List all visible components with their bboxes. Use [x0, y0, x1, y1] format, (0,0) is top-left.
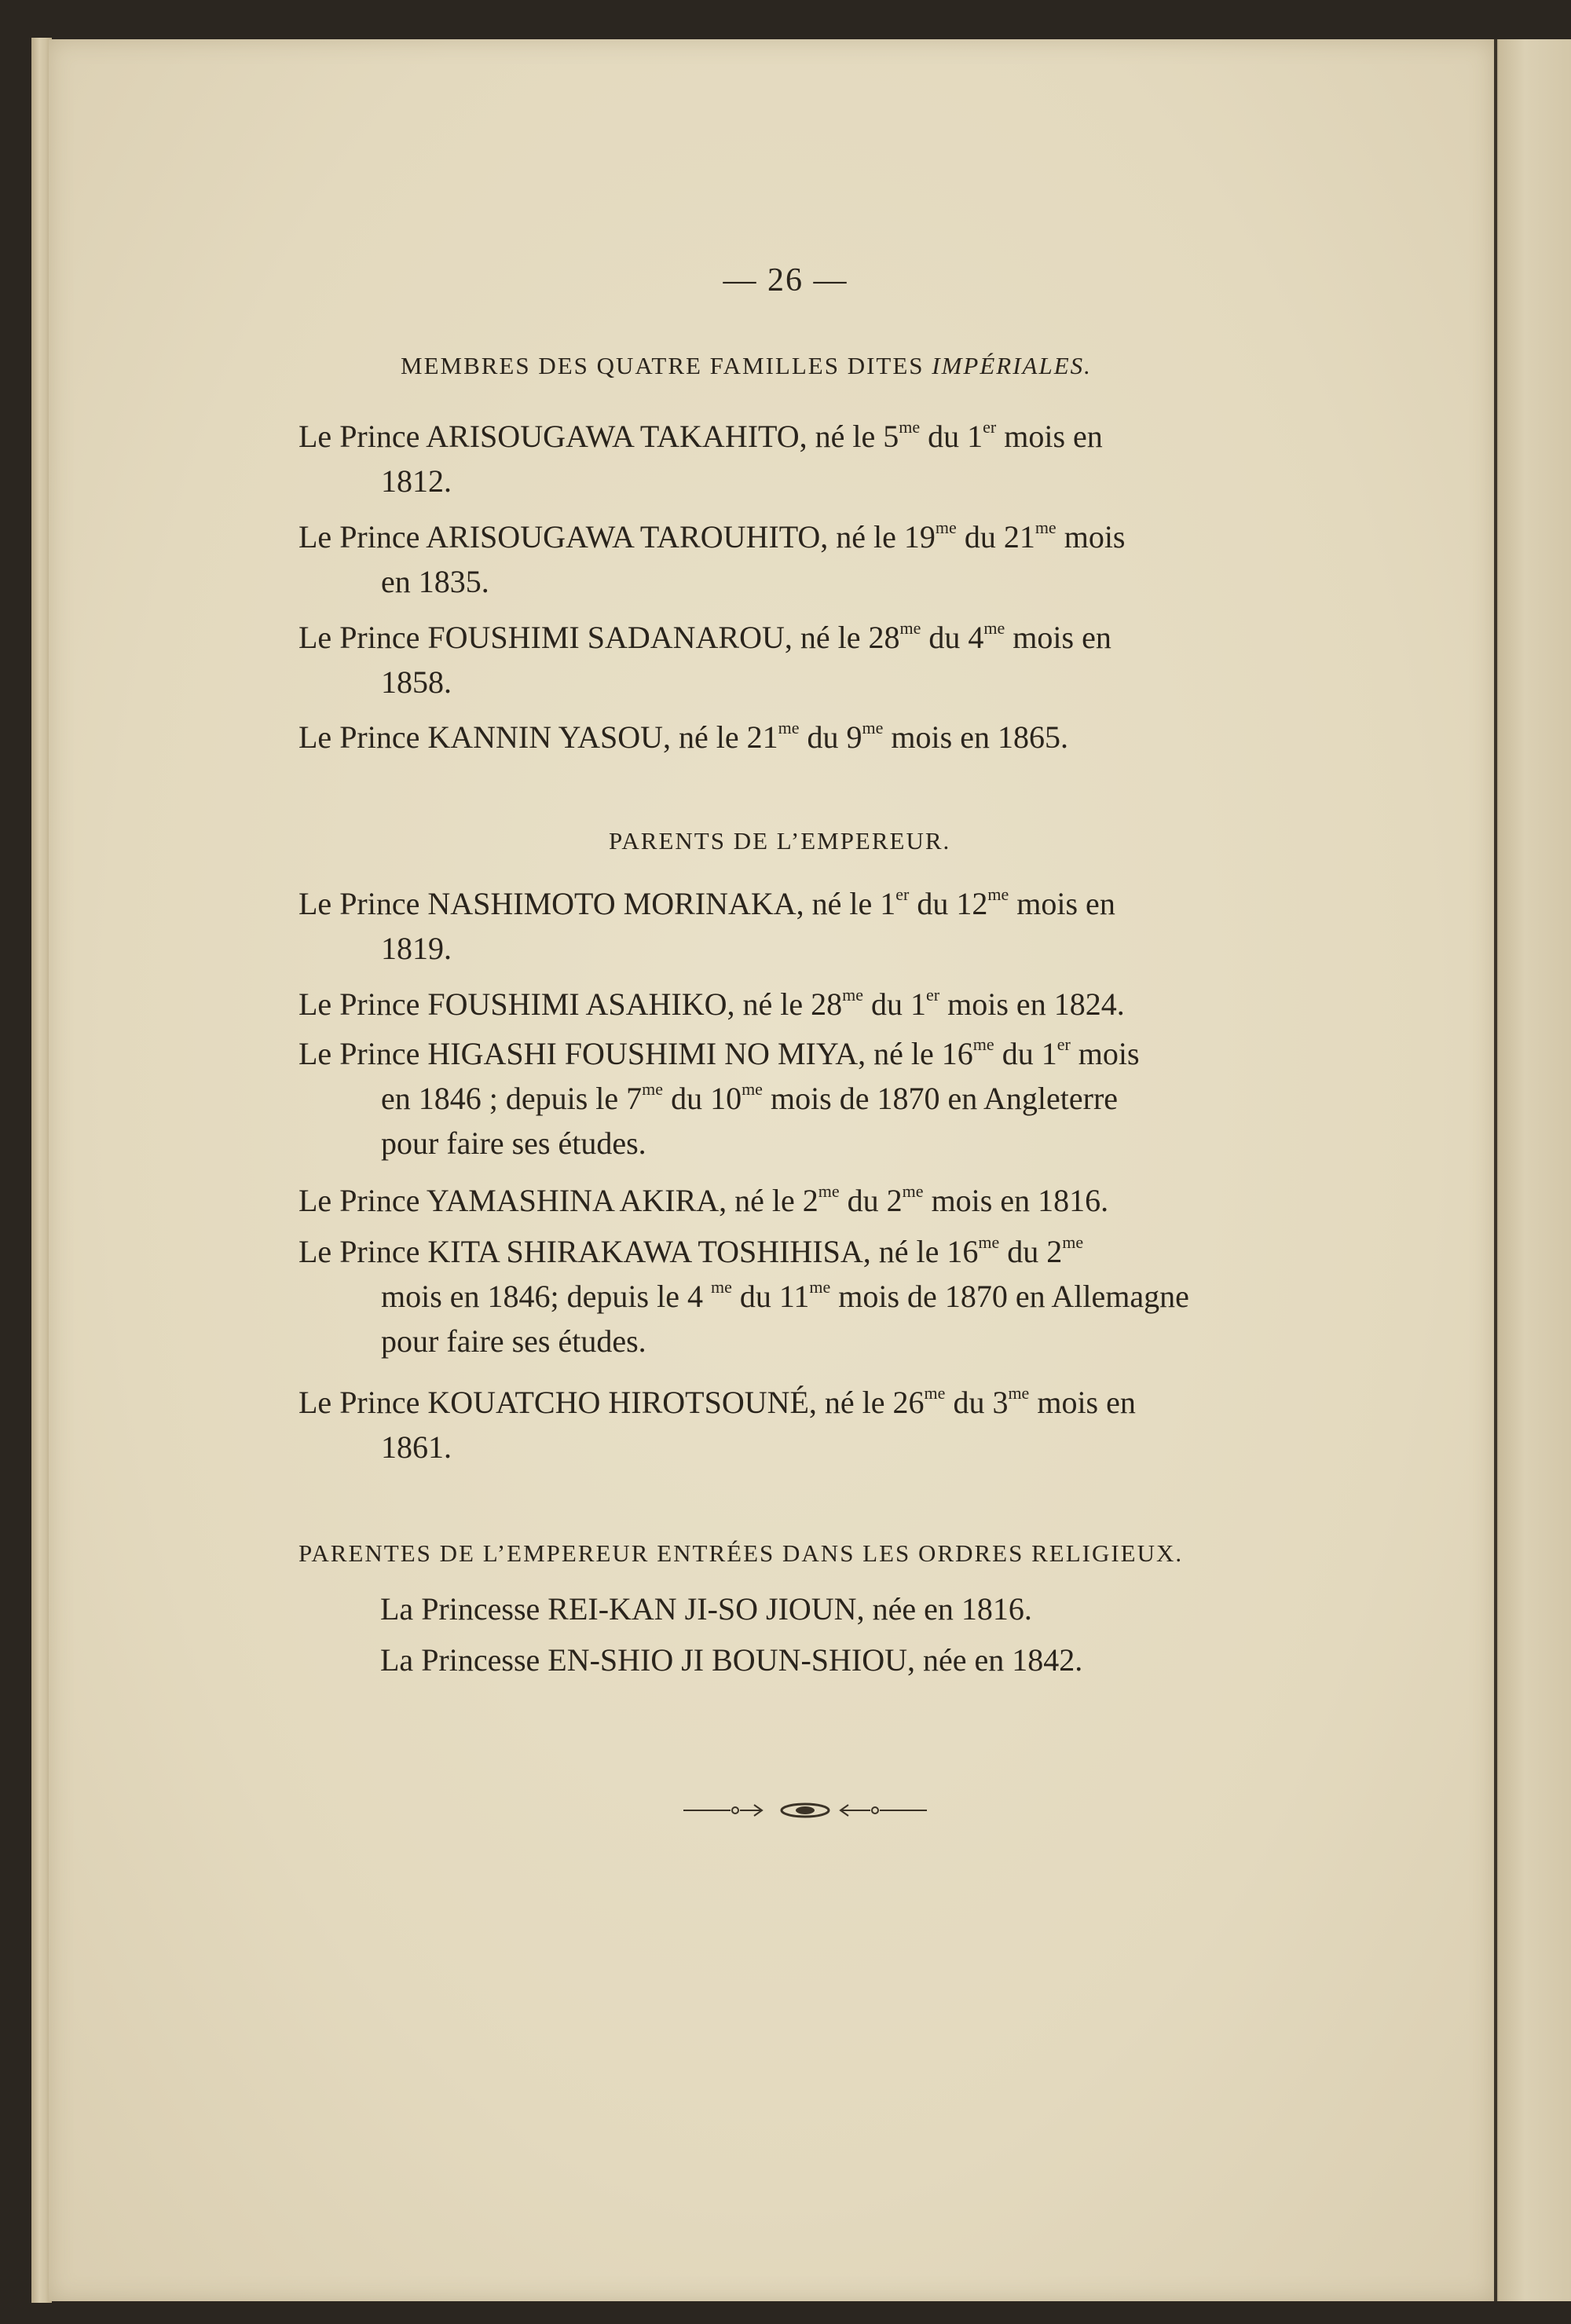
- entry-higashi-foushimi-no-miya: Le Prince HIGASHI FOUSHIMI NO MIYA, né le $16^{me}$ du 1er mois en 1846 ; depuis le $7^{me}$ du $10^{me}$ mois de 1870 en Angleterre pour faire ses études.: [298, 1034, 1140, 1161]
- entry-foushimi-asahiko: Le Prince FOUSHIMI ASAHIKO, né le $28^{me}$ du 1er mois en 1824.: [298, 985, 1125, 1022]
- entry-en-shio-ji-boun-shiou: La Princesse EN-SHIO JI BOUN-SHIOU, née en 1842.: [380, 1642, 1083, 1678]
- heading-text: MEMBRES DES QUATRE FAMILLES DITES: [401, 352, 932, 379]
- entry-arisougawa-tarouhito: Le Prince ARISOUGAWA TAROUHITO, né le $19^{me}$ du $21^{me}$ mois en 1835.: [298, 518, 1126, 599]
- section-heading-imperial-families: [401, 352, 1092, 380]
- entry-rei-kan-ji-so-jioun: La Princesse REI-KAN JI-SO JIOUN, née en 1816.: [380, 1591, 1032, 1627]
- entry-foushimi-sadanarou: Le Prince FOUSHIMI SADANAROU, né le $28^{me}$ du $4^{me}$ mois en 1858.: [298, 618, 1111, 700]
- entry-kannin-yasou: Le Prince KANNIN YASOU, né le $21^{me}$ du $9^{me}$ mois en 1865.: [298, 718, 1068, 755]
- heading-italic: IMPÉRIALES.: [932, 352, 1092, 379]
- entry-kita-shirakawa-toshihisa: Le Prince KITA SHIRAKAWA TOSHIHISA, né le $16^{me}$ du $2^{me}$ mois en 1846; depuis le 4 $^{me}$ du $11^{me}$ mois de 1870 en Allemagne pour faire ses études.: [298, 1232, 1189, 1359]
- page-number: — 26 —: [723, 262, 848, 298]
- section-heading-religious-orders: PARENTES DE L’EMPEREUR ENTRÉES DANS LES ORDRES RELIGIEUX.: [298, 1539, 1184, 1567]
- entry-arisougawa-takahito: Le Prince ARISOUGAWA TAKAHITO, né le $5^{me}$ du 1er mois en 1812.: [298, 417, 1103, 499]
- entry-nashimoto-morinaka: Le Prince NASHIMOTO MORINAKA, né le 1er du $12^{me}$ mois en 1819.: [298, 884, 1115, 966]
- adjacent-page: [1494, 39, 1571, 2301]
- entry-yamashina-akira: Le Prince YAMASHINA AKIRA, né le $2^{me}$ du $2^{me}$ mois en 1816.: [298, 1181, 1109, 1218]
- section-heading-parents: PARENTS DE L’EMPEREUR.: [609, 827, 951, 855]
- page-fold: [1494, 39, 1497, 2301]
- tailpiece-ornament: [683, 1799, 927, 1822]
- entry-kouatcho-hirotsoune: Le Prince KOUATCHO HIROTSOUNÉ, né le $26^{me}$ du $3^{me}$ mois en 1861.: [298, 1383, 1136, 1465]
